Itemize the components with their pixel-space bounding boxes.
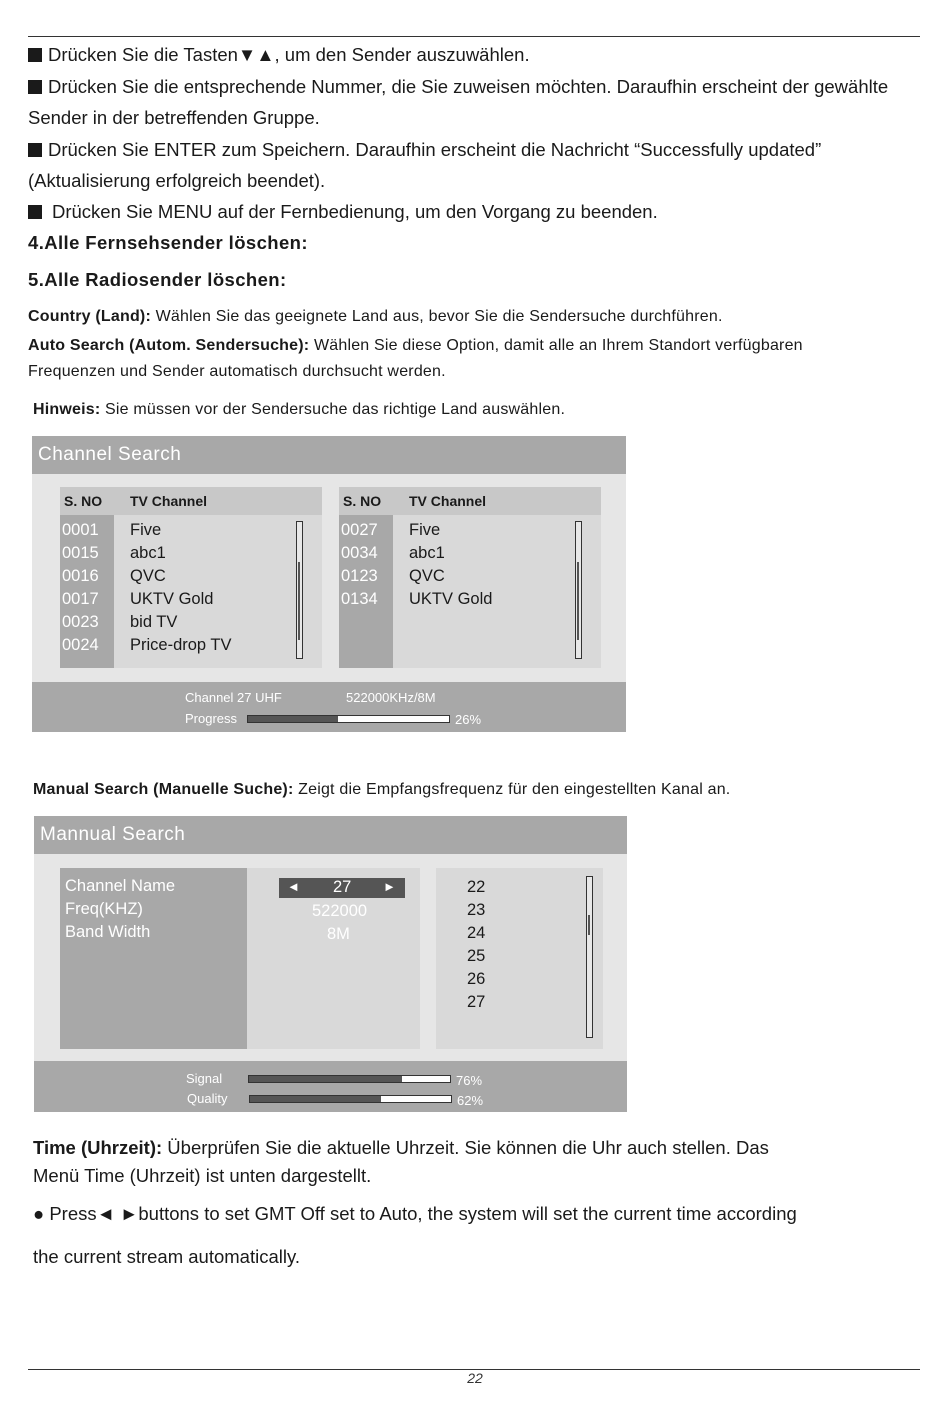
list-item[interactable]: 0001 Five [62,521,162,539]
channel-list-right [339,487,601,668]
scrollbar[interactable] [586,876,593,1038]
list-item[interactable]: 0017 UKTV Gold [62,590,214,608]
signal-bar-fill [249,1076,402,1082]
bullet-square-icon [28,205,42,219]
scrollbar[interactable] [296,521,303,659]
channel-search-panel [32,436,626,732]
intro-line-3: Sender in der betreffenden Gruppe. [28,107,320,128]
progress-percent: 26% [455,712,482,727]
signal-bar [248,1075,451,1083]
list-item[interactable]: 0027 Five [341,521,441,539]
heading-delete-tv: 4.Alle Fernsehsender löschen: [28,232,308,253]
intro-line-2: Drücken Sie die entsprechende Nummer, die Sie zuweisen möchten. Daraufhin erscheint der gewählte [28,75,888,99]
band-width-value: 8M [327,925,350,943]
heading-delete-radio: 5.Alle Radiosender löschen: [28,269,287,290]
col-channel-header: TV Channel [130,493,208,509]
freq-label: Freq(KHZ) [65,900,143,918]
country-paragraph: Country (Land): Wählen Sie das geeignete Land aus, bevor Sie die Sendersuche durchführen. [28,308,723,325]
time-bullet-2: the current stream automatically. [33,1246,300,1267]
list-item[interactable]: 0034 abc1 [341,544,445,562]
channel-list-left [60,487,322,668]
left-arrow-icon[interactable]: ◄ [287,879,300,894]
col-sno-header: S. NO [64,493,103,509]
list-item[interactable]: 24 [467,924,486,942]
progress-bar [247,715,450,723]
list-item[interactable]: 25 [467,947,486,965]
manual-search-panel [34,816,627,1112]
quality-bar [249,1095,452,1103]
list-item[interactable]: 23 [467,901,486,919]
frequency-label: 522000KHz/8M [346,690,436,705]
manual-search-label: Manual Search (Manuelle Suche): [33,781,294,798]
channel-list-header [60,487,322,515]
intro-line-4: Drücken Sie ENTER zum Speichern. Daraufhin erscheint die Nachricht “Successfully updated” [28,138,821,162]
bullet-square-icon [28,143,42,157]
list-item[interactable]: 0023 bid TV [62,613,178,631]
list-item[interactable]: 0015 abc1 [62,544,166,562]
intro-line-1: Drücken Sie die Tasten▼▲, um den Sender auszuwählen. [28,43,530,67]
col-channel-header: TV Channel [409,493,487,509]
signal-label: Signal [186,1071,223,1086]
freq-value: 522000 [312,902,368,920]
list-item[interactable]: 0016 QVC [62,567,166,585]
manual-search-title: Mannual Search [34,816,627,854]
scrollbar-thumb[interactable] [298,562,300,640]
scrollbar-thumb[interactable] [577,562,579,640]
bullet-square-icon [28,48,42,62]
list-item[interactable]: 0134 UKTV Gold [341,590,493,608]
col-sno-header: S. NO [343,493,382,509]
channel-selector[interactable] [279,878,405,898]
time-paragraph: Time (Uhrzeit): Überprüfen Sie die aktuelle Uhrzeit. Sie können die Uhr auch stellen. Das [33,1137,769,1158]
auto-search-paragraph-2: Frequenzen und Sender automatisch durchsucht werden. [28,363,446,380]
channel-label: Channel 27 UHF [185,690,282,705]
hint-paragraph: Hinweis: Sie müssen vor der Sendersuche das richtige Land auswählen. [33,401,566,418]
time-bullet-1: ● Press◄ ►buttons to set GMT Off set to Auto, the system will set the current time according [33,1203,797,1224]
quality-percent: 62% [457,1093,484,1108]
time-paragraph-2: Menü Time (Uhrzeit) ist unten dargestellt. [33,1165,372,1186]
bullet-square-icon [28,80,42,94]
manual-search-paragraph: Manual Search (Manuelle Suche): Zeigt die Empfangsfrequenz für den eingestellten Kanal an. [33,781,731,798]
list-item[interactable]: 26 [467,970,486,988]
signal-percent: 76% [456,1073,483,1088]
page-number: 22 [467,1370,483,1386]
manual-values-column [247,868,420,1049]
quality-label: Quality [187,1091,228,1106]
scrollbar[interactable] [575,521,582,659]
right-arrow-icon[interactable]: ► [383,879,396,894]
list-item[interactable]: 0024 Price-drop TV [62,636,232,654]
country-label: Country (Land): [28,308,151,325]
intro-line-5: (Aktualisierung erfolgreich beendet). [28,170,326,191]
scrollbar-thumb[interactable] [588,915,590,935]
channel-value: 27 [333,878,352,896]
band-width-label: Band Width [65,923,151,941]
channel-list-header [339,487,601,515]
channel-number-list [436,868,603,1049]
search-status-bar [32,682,626,732]
hint-label: Hinweis: [33,401,101,418]
progress-bar-fill [248,716,338,722]
list-item[interactable]: 22 [467,878,486,896]
time-label: Time (Uhrzeit): [33,1137,163,1158]
progress-label: Progress [185,711,238,726]
top-rule [28,36,920,37]
manual-labels-column [60,868,247,1049]
signal-status-bar [34,1061,627,1112]
auto-search-label: Auto Search (Autom. Sendersuche): [28,337,310,354]
list-item[interactable]: 27 [467,993,486,1011]
channel-search-title: Channel Search [32,436,626,474]
intro-line-6: Drücken Sie MENU auf der Fernbedienung, um den Vorgang zu beenden. [28,200,658,224]
channel-name-label: Channel Name [65,877,176,895]
list-item[interactable]: 0123 QVC [341,567,445,585]
auto-search-paragraph: Auto Search (Autom. Sendersuche): Wählen Sie diese Option, damit alle an Ihrem Standort verfügbaren [28,337,803,354]
quality-bar-fill [250,1096,381,1102]
